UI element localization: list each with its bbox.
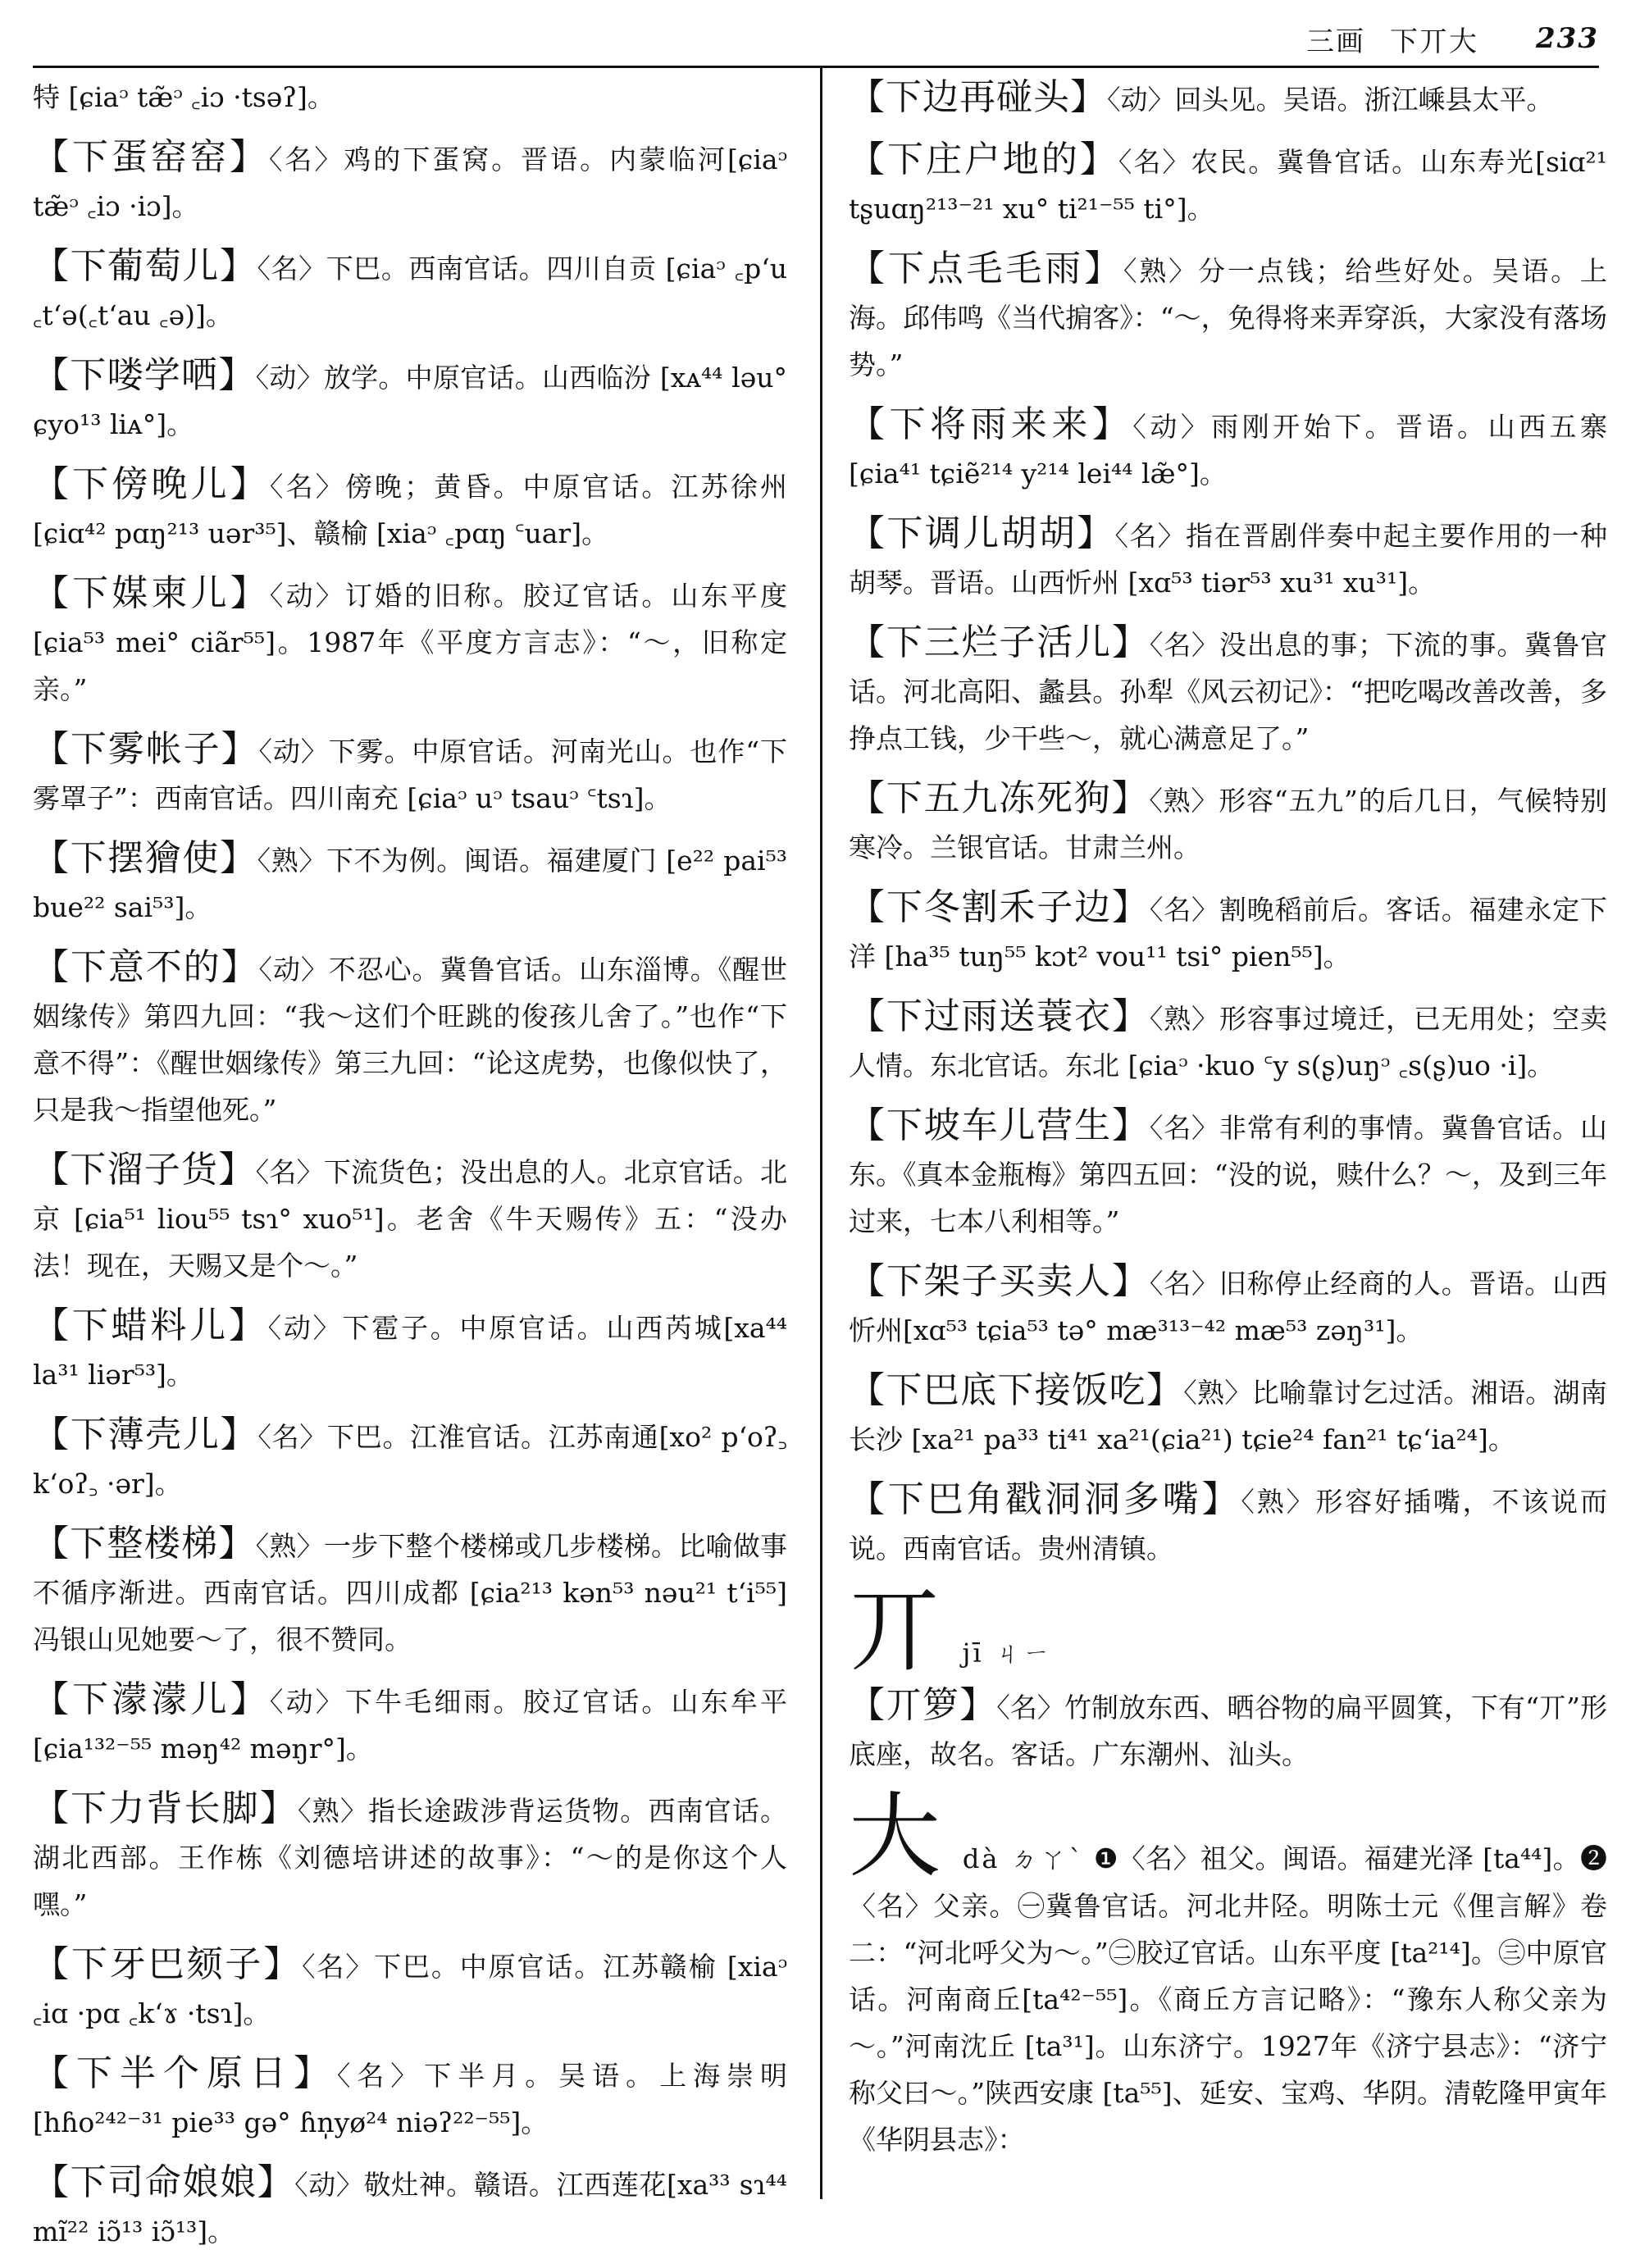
entry-text: 〈名〉农民。冀鲁官话。山东寿光[siɑ²¹ tʂuɑŋ²¹³⁻²¹ xu° ti²¹⁻⁵⁵ ti°]。 [849, 146, 1608, 225]
header-rule [33, 66, 1599, 68]
dictionary-entry [33, 835, 787, 931]
entry-text: 〈动〉下雹子。中原官话。山西芮城[xa⁴⁴ la³¹ liər⁵³]。 [33, 1312, 788, 1391]
dictionary-entry [33, 1520, 787, 1663]
entry-text: 〈动〉下雾。中原官话。河南光山。也作“下雾罩子”：西南官话。四川南充 [ɕiaᵓ uᵓ tsauᵓ ꜂tsɿ]。 [33, 736, 788, 814]
dictionary-entry [33, 2050, 787, 2146]
entry-headword: 【下冬割禾子边】 [849, 886, 1150, 928]
entry-text: 〈熟〉形容好插嘴，不该说而说。西南官话。贵州清镇。 [849, 1486, 1608, 1564]
head-character: 丌 [849, 1578, 941, 1684]
entry-text: 特 [ɕiaᵓ tæ̃ᵓ ꜀iɔ ·tsəʔ]。 [33, 81, 335, 113]
entry-headword: 【下三烂子活儿】 [849, 622, 1150, 663]
dictionary-entry [33, 1146, 787, 1289]
entry-headword: 【下摆獪使】 [33, 837, 257, 879]
entry-text: 〈名〉下巴。中原官话。江苏赣榆 [xiaᵓ ꜀iɑ ·pɑ ꜀kʻɤ ·tsɿ]。 [33, 1951, 788, 2029]
dictionary-entry [33, 2159, 787, 2255]
entry-headword: 【下傍晚儿】 [33, 463, 270, 505]
dictionary-entry [849, 401, 1607, 497]
dictionary-entry [849, 1682, 1607, 1778]
entry-text: 〈名〉下流货色；没出息的人。北京官话。北京 [ɕia⁵¹ liou⁵⁵ tsɿ° xuo⁵¹]。老舍《牛天赐传》五：“没办法！现在，天赐又是个～。” [33, 1156, 788, 1282]
entry-text: 〈熟〉分一点钱；给些好处。吴语。上海。邱伟鸣《当代掮客》：“～，免得将来弄穿浜，大家没有落场势。” [849, 255, 1608, 380]
dictionary-entry [33, 1785, 787, 1928]
entry-text: 〈熟〉下不为例。闽语。福建厦门 [e²² pai⁵³ bue²² sai⁵³]。 [33, 845, 788, 923]
entry-text: 〈名〉非常有利的事情。冀鲁官话。山东。《真本金瓶梅》第四五回：“没的说，赎什么？～，及到三年过来，七本八利相等。” [849, 1112, 1608, 1237]
entry-text: 〈名〉竹制放东西、晒谷物的扁平圆箕，下有“丌”形底座，故名。客话。广东潮州、汕头。 [849, 1692, 1608, 1770]
dictionary-entry [849, 775, 1607, 871]
entry-text: 〈熟〉比喻靠讨乞过活。湘语。湖南长沙 [xa²¹ pa³³ ti⁴¹ xa²¹(ɕia²¹) tɕie²⁴ fan²¹ tɕʻia²⁴]。 [849, 1377, 1608, 1455]
entry-headword: 【下濛濛儿】 [33, 1678, 270, 1720]
entry-headword: 【下喽学哂】 [33, 354, 256, 396]
entry-text: 〈熟〉一步下整个楼梯或几步楼梯。比喻做事不循序渐进。西南官话。四川成都 [ɕia²¹³ kən⁵³ nəu²¹ tʻi⁵⁵] 冯银山见她要～了，很不赞同。 [33, 1530, 788, 1655]
dictionary-entry [849, 1476, 1607, 1572]
entry-text: 〈动〉敬灶神。赣语。江西莲花[xa³³ sɿ⁴⁴ mĩ²² iɔ̃¹³ iɔ̃¹³]。 [33, 2169, 787, 2248]
entry-headword: 【下庄户地的】 [849, 139, 1118, 180]
entry-headword: 【下整楼梯】 [33, 1523, 256, 1564]
entry-text: 〈动〉放学。中原官话。山西临汾 [xᴀ⁴⁴ ləu° ɕyo¹³ liᴀ°]。 [33, 362, 788, 440]
left-column [33, 74, 787, 2268]
dictionary-entry [33, 461, 787, 557]
entry-headword: 【下架子买卖人】 [849, 1260, 1150, 1302]
entry-text: 〈名〉鸡的下蛋窝。晋语。内蒙临河[ɕiaᵓ tæ̃ᵓ ꜀iɔ ·iɔ]。 [33, 143, 788, 222]
dictionary-entry [849, 619, 1607, 762]
column-divider [820, 67, 822, 2199]
entry-headword: 【下将雨来来】 [849, 403, 1133, 445]
entry-text: 〈动〉下牛毛细雨。胶辽官话。山东牟平 [ɕia¹³²⁻⁵⁵ məŋ⁴² məŋr°]。 [33, 1686, 788, 1765]
dictionary-entry [849, 1367, 1607, 1463]
section-label: 三画 [1306, 25, 1366, 58]
dictionary-entry [33, 1676, 787, 1772]
entry-headword: 【下葡萄儿】 [33, 245, 257, 287]
entry-headword: 【下蜡料儿】 [33, 1305, 268, 1346]
dictionary-entry [33, 1302, 787, 1398]
dictionary-entry [849, 136, 1607, 232]
character-pronunciation: jī ㄐㄧ [962, 1637, 1052, 1669]
head-character-block [849, 1578, 1607, 1684]
entry-text: 〈动〉不忍心。冀鲁官话。山东淄博。《醒世姻缘传》第四九回：“我～这们个旺跳的俊孩儿舍了。”也作“下意不得”：《醒世姻缘传》第三九回：“论这虎势，也像似快了，只是我～指望他死。” [33, 954, 788, 1126]
entry-text: 〈熟〉指长途跋涉背运货物。西南官话。湖北西部。王作栋《刘德培讲述的故事》：“～的是你这个人嘿。” [33, 1795, 788, 1920]
entry-text: 〈名〉旧称停止经商的人。晋语。山西忻州[xɑ⁵³ tɕia⁵³ tə° mæ³¹³⁻⁴² mæ⁵³ zəŋ³¹]。 [849, 1268, 1608, 1346]
dictionary-entry [33, 570, 787, 713]
entry-headword: 【下牙巴颏子】 [33, 1943, 303, 1985]
dictionary-entry [33, 352, 787, 448]
entry-text: 〈动〉回头见。吴语。浙江嵊县太平。 [1107, 84, 1554, 116]
entry-headword: 【下坡车儿营生】 [849, 1104, 1150, 1146]
entry-headword: 【下五九冻死狗】 [849, 777, 1150, 819]
dictionary-entry [33, 243, 787, 339]
dictionary-entry [33, 726, 787, 822]
entry-text: 〈动〉雨刚开始下。晋语。山西五寨 [ɕia⁴¹ tɕiẽ²¹⁴ y²¹⁴ lei⁴⁴ læ̃°]。 [849, 411, 1608, 490]
dictionary-entry [33, 944, 787, 1133]
entry-text: 〈名〉割晚稻前后。客话。福建永定下洋 [ha³⁵ tuŋ⁵⁵ kɔt² vou¹¹ tsi° pien⁵⁵]。 [849, 894, 1608, 972]
entry-text: 〈动〉订婚的旧称。胶辽官话。山东平度 [ɕia⁵³ mei° ciãr⁵⁵]。1987年《平度方言志》：“～，旧称定亲。” [33, 580, 788, 705]
page-number: 233 [1536, 22, 1599, 55]
entry-headword: 【下司命娘娘】 [33, 2161, 295, 2203]
page-characters: 下丌大 [1390, 25, 1479, 58]
entry-headword: 【下巴底下接饭吃】 [849, 1369, 1184, 1411]
dictionary-entry [849, 1258, 1607, 1354]
entry-headword: 【下点毛毛雨】 [849, 248, 1123, 289]
entry-headword: 【下雾帐子】 [33, 728, 259, 770]
dictionary-entry [33, 1411, 787, 1507]
entry-headword: 【下力背长脚】 [33, 1788, 298, 1829]
running-header [828, 18, 1599, 59]
entry-headword: 【下溜子货】 [33, 1149, 256, 1191]
entry-text: 〈名〉指在晋剧伴奏中起主要作用的一种胡琴。晋语。山西忻州 [xɑ⁵³ tiər⁵³ xu³¹ xu³¹]。 [849, 520, 1608, 599]
entry-text: 〈名〉下半月。吴语。上海崇明 [hɦo²⁴²⁻³¹ pie³³ gə° ɦn̩yø²⁴ niəʔ²²⁻⁵⁵]。 [33, 2060, 788, 2138]
entry-text: 〈熟〉形容事过境迁，已无用处；空卖人情。东北官话。东北 [ɕiaᵓ ·kuo ꜂y s(ʂ)uŋᵓ ꜀s(ʂ)uo ·i]。 [849, 1003, 1608, 1082]
dictionary-entry [849, 993, 1607, 1089]
dictionary-entry [849, 245, 1607, 388]
dictionary-entry [849, 74, 1607, 123]
dictionary-entry [849, 1102, 1607, 1245]
dictionary-entry [849, 884, 1607, 980]
entry-headword: 【下调儿胡胡】 [849, 512, 1115, 554]
head-character: 大 [849, 1783, 941, 1890]
entry-text: 〈名〉傍晚；黄昏。中原官话。江苏徐州 [ɕiɑ⁴² pɑŋ²¹³ uər³⁵]、赣榆 [xiaᵓ ꜀pɑŋ ꜂uar]。 [33, 471, 788, 549]
entry-headword: 【下媒柬儿】 [33, 572, 270, 614]
entry-headword: 【下薄壳儿】 [33, 1414, 258, 1455]
entry-text: 〈名〉下巴。江淮官话。江苏南通[xo² pʻoʔ꜆ kʻoʔ꜆ ·ər]。 [33, 1421, 788, 1500]
entry-headword: 【丌箩】 [849, 1684, 997, 1726]
entry-text: 〈名〉下巴。西南官话。四川自贡 [ɕiaᵓ ꜀pʻu ꜀tʻə(꜀tʻau ꜀ə)]。 [33, 253, 788, 331]
character-pronunciation: dà ㄉㄚˋ [962, 1843, 1085, 1874]
entry-headword: 【下意不的】 [33, 946, 259, 988]
head-character-entry [849, 1783, 1607, 2163]
right-column [849, 74, 1607, 2176]
entry-headword: 【下过雨送蓑衣】 [849, 995, 1150, 1037]
entry-text: 〈名〉没出息的事；下流的事。冀鲁官话。河北高阳、蠡县。孙犁《风云初记》：“把吃喝改善改善，多挣点工钱，少干些～，就心满意足了。” [849, 629, 1608, 754]
dictionary-entry [33, 1941, 787, 2037]
entry-text: 〈熟〉形容“五九”的后几日，气候特别寒冷。兰银官话。甘肃兰州。 [849, 785, 1608, 863]
dictionary-entry [33, 134, 787, 230]
entry-text: ❶〈名〉祖父。闽语。福建光泽 [ta⁴⁴]。❷〈名〉父亲。㊀冀鲁官话。河北井陉。明陈士元《俚言解》卷二：“河北呼父为～。”㊁胶辽官话。山东平度 [ta²¹⁴]。㊂中原官话。河南商丘[ta⁴²⁻⁵⁵]。《商丘方言记略》：“豫东人称父亲为～。”河南沈丘 [ta³¹]。山东济宁。1927年《济宁县志》：“济宁称父曰～。”陕西安康 [ta⁵⁵]、延安、宝鸡、华阴。清乾隆甲寅年《华阴县志》： [849, 1842, 1607, 2156]
entry-headword: 【下巴角戳洞洞多嘴】 [849, 1478, 1241, 1520]
entry-headword: 【下边再碰头】 [849, 76, 1107, 118]
entry-headword: 【下半个原日】 [33, 2052, 337, 2094]
dictionary-entry [849, 510, 1607, 606]
dictionary-entry [33, 74, 787, 121]
entry-headword: 【下蛋窑窑】 [33, 136, 269, 178]
